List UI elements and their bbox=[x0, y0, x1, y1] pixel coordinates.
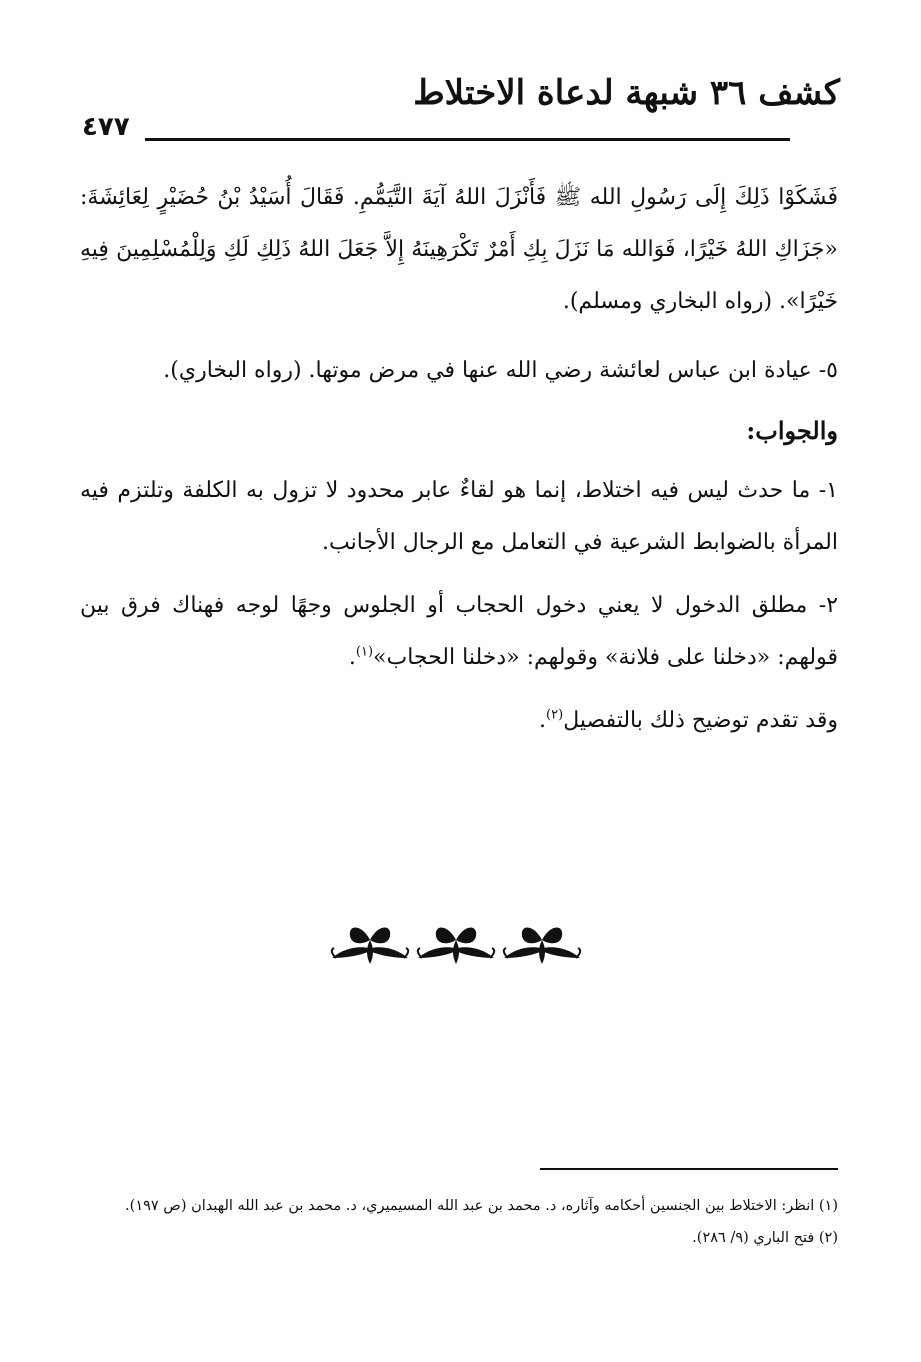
floral-ornament-icon bbox=[330, 918, 585, 968]
page-number: ٤٧٧ bbox=[82, 112, 130, 142]
ornament-unit bbox=[332, 927, 408, 964]
footnotes bbox=[80, 1190, 838, 1254]
paragraph-hadith-continuation: فَشَكَوْا ذَلِكَ إِلَى رَسُولِ الله ﷺ فَأَنْزَلَ اللهُ آيَةَ التَّيَمُّمِ. فَقَالَ أُسَيْدُ بْنُ حُضَيْرٍ لِعَائِشَةَ: «جَزَاكِ اللهُ خَيْرًا، فَوَالله مَا نَزَلَ بِكِ أَمْرٌ تَكْرَهِينَهُ إِلاَّ جَعَلَ اللهُ ذَلِكِ لَكِ وَلِلْمُسْلِمِينَ فِيهِ خَيْرًا». (رواه البخاري ومسلم). bbox=[80, 185, 838, 314]
paragraph-closing-text: وقد تقدم توضيح ذلك بالتفصيل bbox=[563, 708, 838, 733]
answer-heading: والجواب: bbox=[746, 416, 838, 445]
ornament-unit bbox=[504, 927, 580, 964]
footnote-rule bbox=[540, 1168, 838, 1170]
paragraph-point-5: ٥- عيادة ابن عباس لعائشة رضي الله عنها في مرض موتها. (رواه البخاري). bbox=[163, 358, 838, 383]
footnote-ref-1[interactable]: (١) bbox=[355, 644, 374, 660]
paragraph-answer-2 bbox=[80, 580, 838, 684]
paragraph-closing-end: . bbox=[539, 708, 547, 733]
footnote-1: (١) انظر: الاختلاط بين الجنسين أحكامه وآثاره، د. محمد بن عبد الله المسيميري، د. محمد بن عبد الله الهبدان (ص ١٩٧). bbox=[125, 1198, 838, 1214]
paragraph-answer-1: ١- ما حدث ليس فيه اختلاط، إنما هو لقاءٌ عابر محدود لا تزول به الكلفة وتلتزم فيه المرأة بالضوابط الشرعية في التعامل مع الرجال الأجانب. bbox=[80, 478, 838, 555]
footnote-2: (٢) فتح الباري (٩/ ٢٨٦). bbox=[692, 1230, 838, 1246]
page-header bbox=[70, 60, 840, 155]
ornament-unit bbox=[418, 927, 494, 964]
header-rule bbox=[145, 138, 790, 141]
paragraph-answer-2-text: ٢- مطلق الدخول لا يعني دخول الحجاب أو الجلوس وجهًا لوجه فهناك فرق بين قولهم: «دخلنا على فلانة» وقولهم: «دخلنا الحجاب» bbox=[80, 593, 838, 670]
footnote-ref-2[interactable]: (٢) bbox=[546, 707, 564, 723]
paragraph-answer-2-end: . bbox=[348, 645, 356, 670]
running-title: كشف ٣٦ شبهة لدعاة الاختلاط bbox=[413, 73, 840, 113]
paragraph-closing bbox=[80, 695, 838, 747]
